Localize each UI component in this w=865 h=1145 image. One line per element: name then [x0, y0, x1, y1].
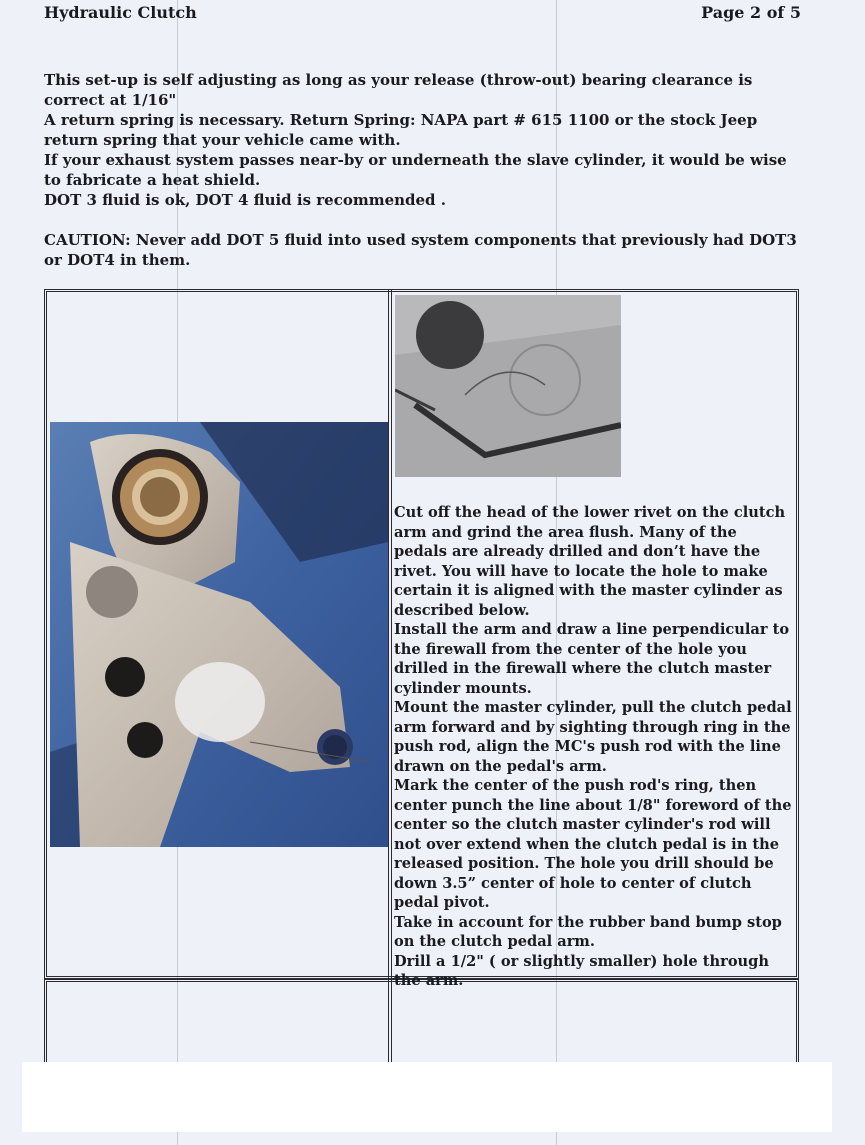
- table-divider: [388, 289, 392, 979]
- installation-steps: [394, 503, 794, 991]
- step-drill-hole: Drill a 1/2" ( or slightly smaller) hole through the arm.: [394, 952, 769, 989]
- page-number: Page 2 of 5: [701, 3, 801, 22]
- table-divider-lower: [388, 979, 392, 1069]
- step-rivet: Cut off the head of the lower rivet on the clutch arm and grind the area flush. Many of the pedals are already drilled and don’t have the rivet. You will have to locate the hole to make certain it is aligned with the master cylinder as described below.: [394, 504, 786, 619]
- note-bearing-clearance: This set-up is self adjusting as long as your release (throw-out) bearing clearance is correct at 1/16": [44, 71, 753, 109]
- note-fluid: DOT 3 fluid is ok, DOT 4 fluid is recommended .: [44, 191, 446, 209]
- intro-notes: [44, 70, 804, 270]
- document-title: Hydraulic Clutch: [44, 3, 197, 22]
- drilling-detail-image: [395, 295, 621, 477]
- clutch-arm-photo: [50, 422, 388, 847]
- note-return-spring: A return spring is necessary. Return Spring: NAPA part # 615 1100 or the stock Jeep return spring that your vehicle came with.: [44, 111, 758, 149]
- step-draw-line: Install the arm and draw a line perpendicular to the firewall from the center of the hole you drilled in the firewall where the clutch master cylinder mounts.: [394, 621, 790, 697]
- note-heat-shield: If your exhaust system passes near-by or underneath the slave cylinder, it would be wise to fabricate a heat shield.: [44, 151, 787, 189]
- step-center-punch: Mark the center of the push rod's ring, then center punch the line about 1/8" foreword of the center so the clutch master cylinder's rod will not over extend when the clutch pedal is in the released position. The hole you drill should be down 3.5” center of hole to center of clutch pedal pivot.: [394, 777, 792, 911]
- step-bump-stop: Take in account for the rubber band bump stop on the clutch pedal arm.: [394, 913, 782, 950]
- step-align-rod: Mount the master cylinder, pull the clutch pedal arm forward and by sighting through ring in the push rod, align the MC's push rod with the line drawn on the pedal's arm.: [394, 699, 792, 775]
- table-frame-lower: [44, 979, 799, 1069]
- redacted-area: [22, 1062, 832, 1132]
- caution-note: CAUTION: Never add DOT 5 fluid into used system components that previously had DOT3 or DOT4 in them.: [44, 231, 797, 269]
